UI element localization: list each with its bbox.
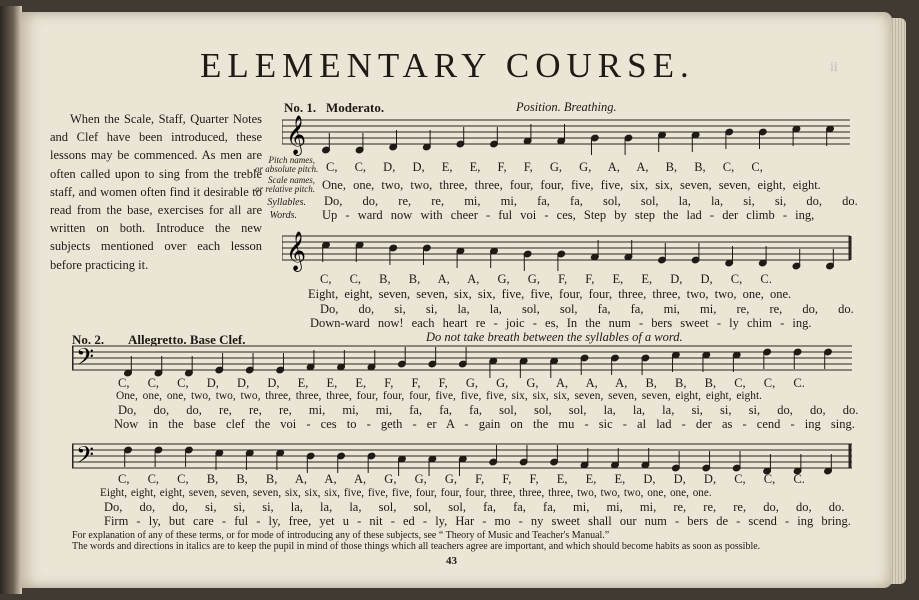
ex2-line2-scale: Eight, eight, eight, seven, seven, seven, six, six, six, five, five, five, four, four, four, three, three, three, two, two, two, one, one, one.: [100, 487, 712, 499]
ex2-line2-words: Firm - ly, but care - ful - ly, free, yet u - nit - ed - ly, Har - mo - ny sweet shall our num - bers de - scend - ing bring.: [104, 514, 851, 528]
exercise2-direction: Do not take breath between the syllables of a word.: [426, 330, 683, 344]
label-scale-names: Scale names,: [268, 175, 315, 185]
footer-note-1: For explanation of any of these terms, or for mode of introducing any of these subjects, see “ Theory of Music and Teacher's Manual.”: [72, 530, 610, 541]
ex2-line1-pitch: C, C, C, D, D, D, E, E, E, F, F, F, G, G, G, A, A, A, B, B, B, C, C, C.: [118, 376, 805, 390]
ex1-line1-syllables: Do, do, re, re, mi, mi, fa, fa, sol, sol, la, la, si, si, do, do.: [324, 194, 858, 208]
notes-treble-2: [322, 240, 835, 271]
ex1-line2-words: Down-ward now! each heart re - joic - es, In the num - bers sweet - ly chim - ing.: [310, 316, 812, 330]
bass-clef-icon: 𝄢: [76, 441, 95, 474]
bass-clef-icon: 𝄢: [76, 343, 95, 376]
label-syllables: Syllables.: [267, 197, 306, 208]
ex1-line2-syllables: Do, do, si, si, la, la, sol, sol, fa, fa, mi, mi, re, re, do, do.: [320, 302, 854, 316]
notes-treble-1: [322, 124, 835, 155]
ex2-line2-pitch: C, C, C, B, B, B, A, A, A, G, G, G, F, F, F, E, E, E, D, D, D, C, C, C.: [118, 472, 805, 486]
page-number: 43: [446, 555, 457, 567]
label-pitch-names-block: [255, 155, 319, 174]
intro-text: When the Scale, Staff, Quarter Notes and Clef have been introduced, these lessons may be commenced. As men are often called upon to sing from the treble staff, and women often find it desirable to read from the base, exercises for all are written on both. Introduce the new subjects mentioned over each lesson before practicing it.: [50, 112, 262, 272]
intro-paragraph: [50, 110, 262, 274]
ex1-line1-scale: One, one, two, two, three, three, four, four, five, five, six, six, seven, seven, eight, eight.: [322, 178, 821, 192]
ex1-line2-scale: Eight, eight, seven, seven, six, six, five, five, four, four, three, three, two, two, one, one.: [308, 287, 792, 301]
exercise2-number: No. 2.: [72, 332, 105, 347]
label-absolute-pitch: or absolute pitch.: [255, 164, 319, 174]
ex1-line1-words: Up - ward now with cheer - ful voi - ces, Step by step the lad - der climb - ing,: [322, 208, 815, 222]
ex2-line1-syllables: Do, do, do, re, re, re, mi, mi, mi, fa, fa, fa, sol, sol, sol, la, la, la, si, si, si, do, do, do.: [118, 403, 859, 417]
page-title: ELEMENTARY COURSE.: [200, 46, 695, 85]
exercise1-tempo: Moderato.: [326, 100, 385, 115]
label-scale-names-block: [255, 176, 315, 194]
exercise1-number: No. 1.: [284, 100, 317, 115]
treble-clef-icon: 𝄞: [286, 115, 307, 155]
exercise1-direction: Position. Breathing.: [516, 100, 617, 114]
treble-clef-icon: 𝄞: [286, 231, 307, 271]
footer-note-2: The words and directions in italics are to keep the pupil in mind of those things which all teachers agree are important, and which should become habits as soon as possible.: [72, 541, 761, 552]
ex1-line2-pitch: C, C, B, B, A, A, G, G, F, F, E, E, D, D, C, C.: [320, 272, 772, 286]
ex1-line1-pitch: C, C, D, D, E, E, F, F, G, G, A, A, B, B, C, C,: [326, 160, 763, 174]
staff-exercise1-line2: [282, 226, 852, 274]
staff-exercise1-line1: [282, 114, 852, 162]
ex2-line1-words: Now in the base clef the voi - ces to - geth - er A - gain on the mu - sic - al lad - der as - cend - ing sing.: [114, 417, 855, 431]
label-words: Words.: [269, 210, 297, 221]
label-relative-pitch: or relative pitch.: [255, 184, 315, 194]
exercise2-tempo: Allegretto. Base Clef.: [128, 332, 246, 347]
ex2-line2-syllables: Do, do, do, si, si, si, la, la, la, sol, sol, sol, fa, fa, fa, mi, mi, mi, re, re, re, do, do, do.: [104, 500, 845, 514]
label-pitch-names: Pitch names,: [268, 155, 315, 165]
corner-mark: ii: [830, 60, 838, 75]
ex2-line1-scale: One, one, one, two, two, two, three, three, three, four, four, four, five, five, five, six, six, six, seven, seven, seven, eight, eight, eight.: [116, 390, 762, 402]
book-spine: [0, 6, 22, 594]
